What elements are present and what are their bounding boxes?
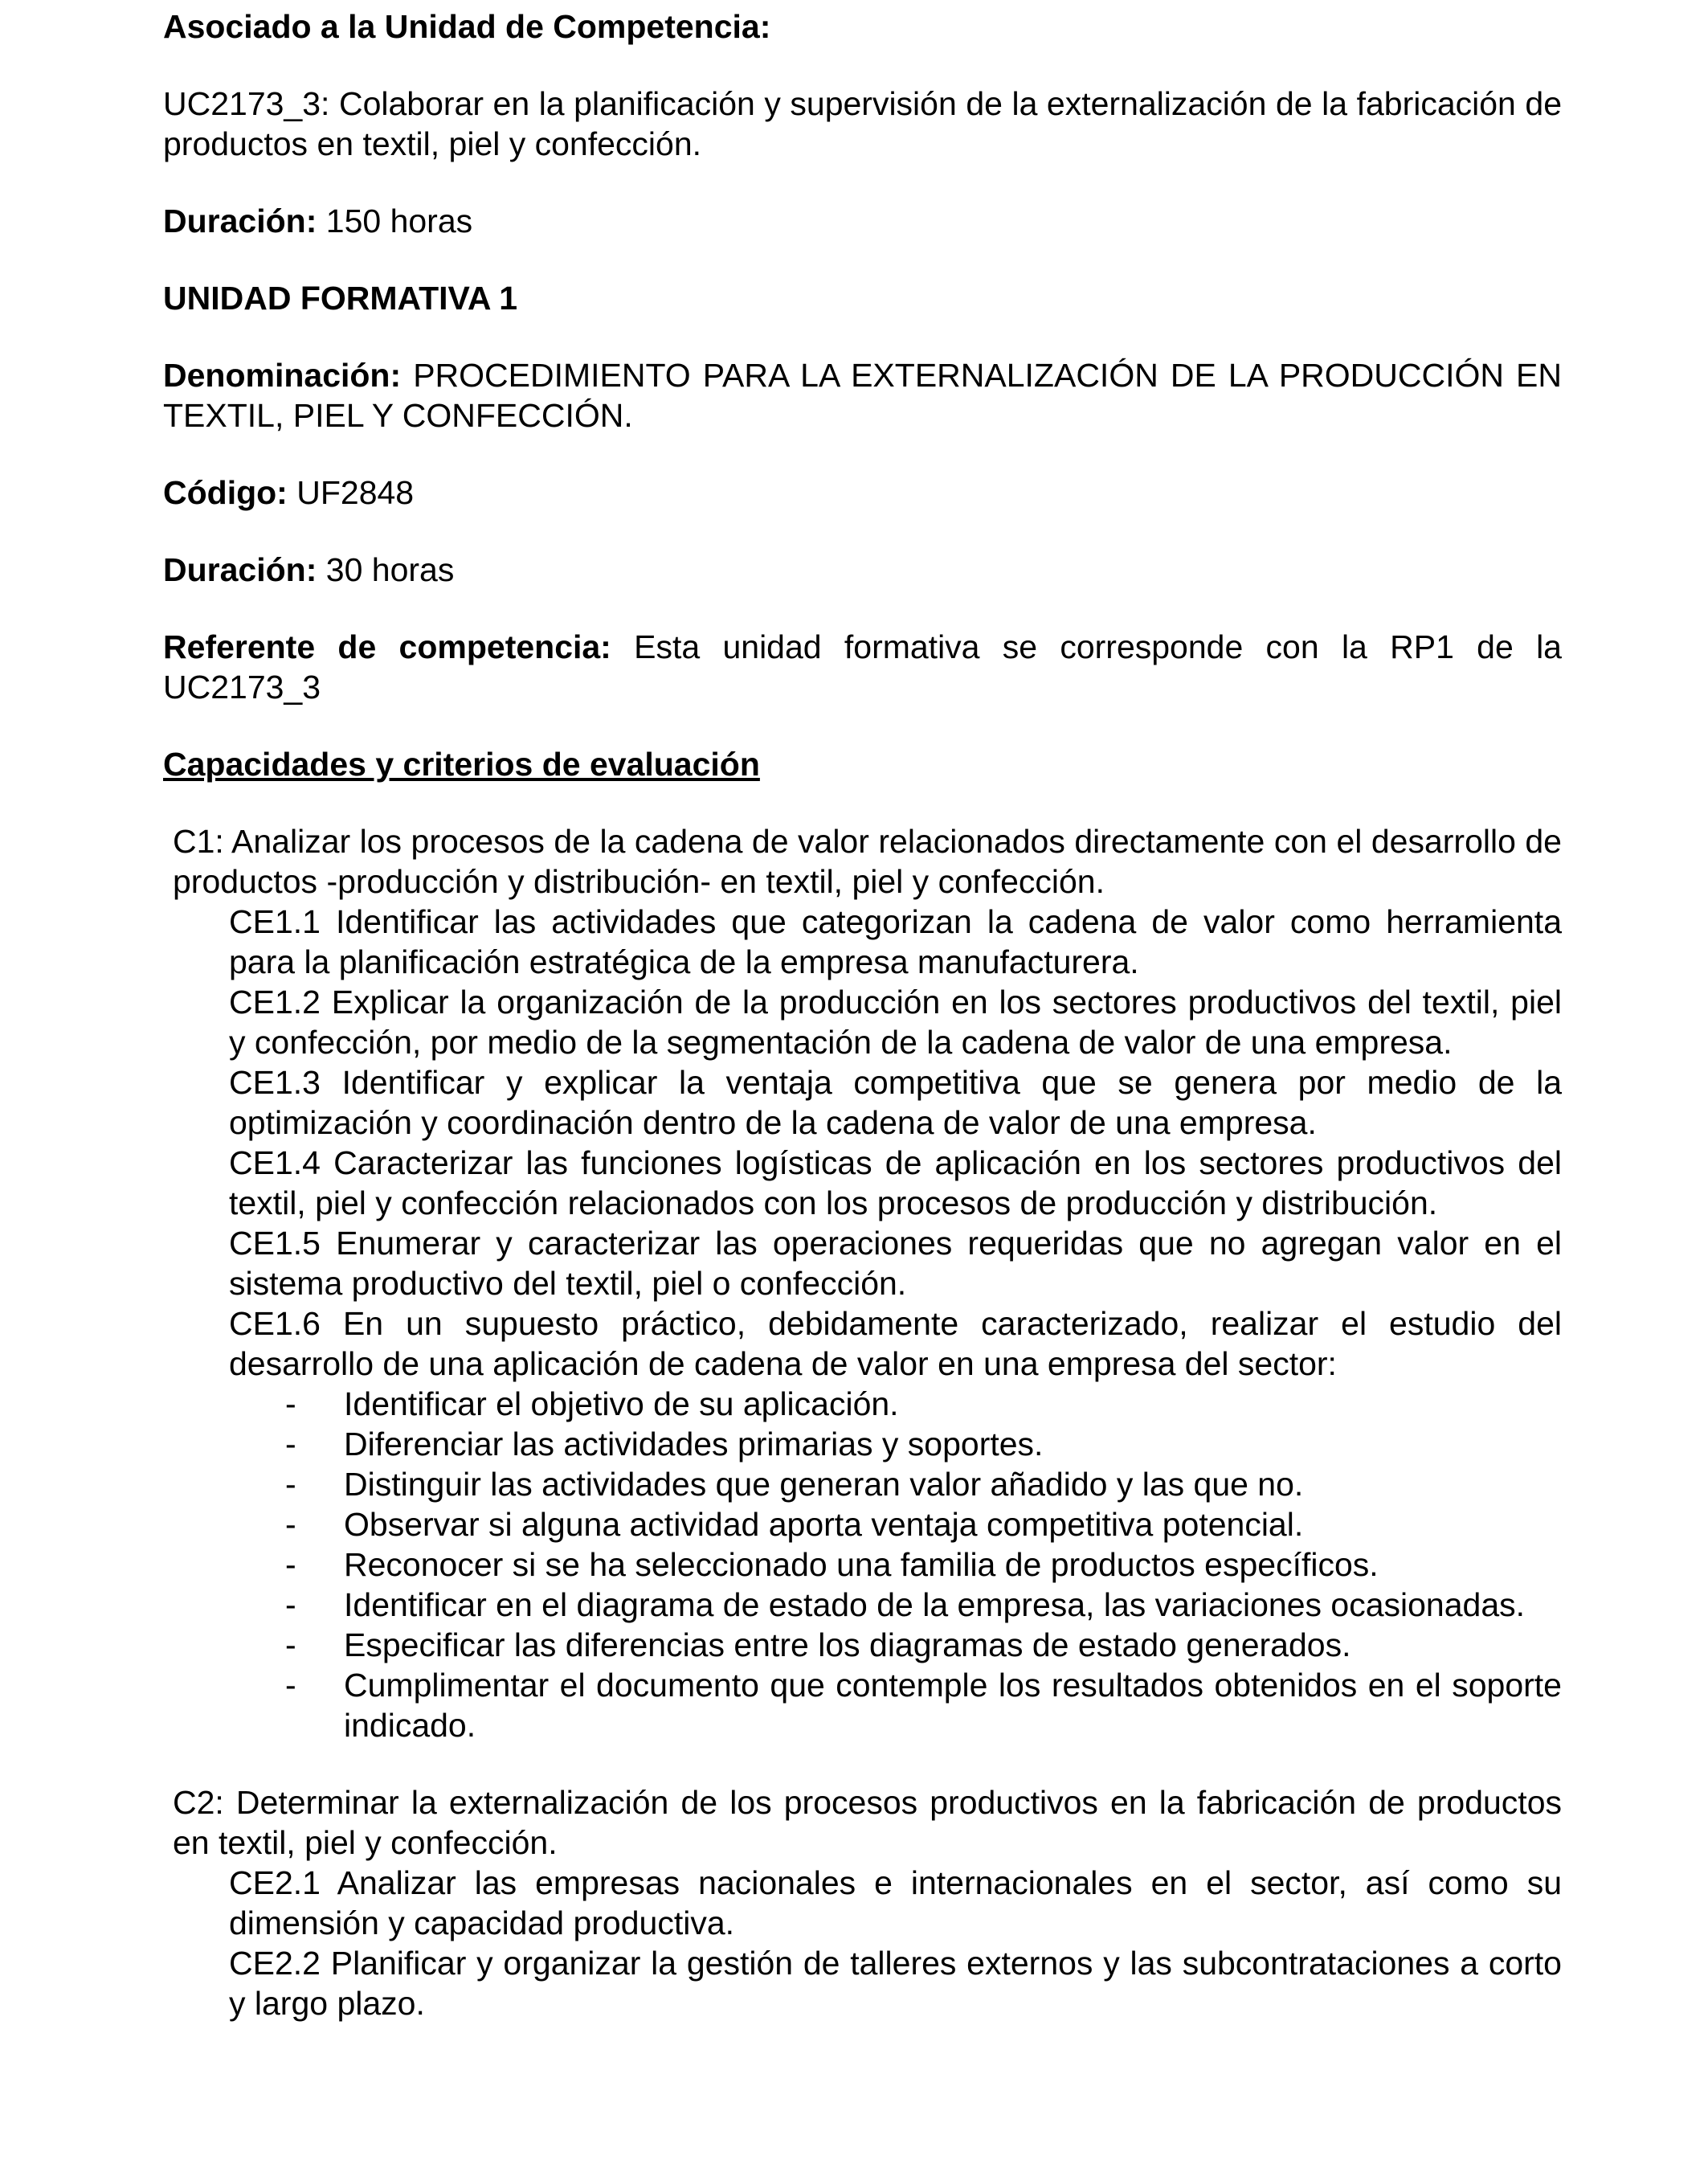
criterion-ce1-2: CE1.2 Explicar la organización de la producción en los sectores productivos del textil, piel y confección, por medio de la segmentación de la cadena de valor de una empresa. bbox=[229, 984, 1562, 1061]
bullet-dash: - bbox=[285, 1385, 296, 1422]
criterion-ce1-4: CE1.4 Caracterizar las funciones logísticas de aplicación en los sectores productivos del textil, piel y confección relacionados con los procesos de producción y distribución. bbox=[229, 1144, 1562, 1221]
total-duration-value: 150 horas bbox=[325, 202, 473, 239]
unit-title: UNIDAD FORMATIVA 1 bbox=[163, 280, 518, 317]
capacity-c2 bbox=[173, 1782, 1562, 2023]
bullet-dash: - bbox=[285, 1546, 296, 1583]
capacity-c1-text: C1: Analizar los procesos de la cadena de valor relacionados directamente con el desarrollo de productos -producción y distribución- en textil, piel y confección. bbox=[173, 823, 1562, 900]
bullet-dash: - bbox=[285, 1626, 296, 1663]
code-label: Código: bbox=[163, 474, 288, 511]
list-item: - Distinguir las actividades que generan valor añadido y las que no. bbox=[285, 1466, 1304, 1503]
bullet-dash: - bbox=[285, 1506, 296, 1543]
competence-reference-label: Referente de competencia: bbox=[163, 628, 611, 665]
competence-reference bbox=[163, 627, 1562, 707]
capacity-c1 bbox=[173, 821, 1562, 1745]
bullet-dash: - bbox=[285, 1466, 296, 1503]
list-item: - Diferenciar las actividades primarias y soportes. bbox=[285, 1426, 1044, 1462]
list-item: - Cumplimentar el documento que contemple los resultados obtenidos en el soporte indicado. bbox=[285, 1667, 1562, 1744]
unit-duration bbox=[163, 550, 1562, 590]
unit-duration-value: 30 horas bbox=[325, 551, 455, 588]
list-item: - Identificar el objetivo de su aplicación. bbox=[285, 1385, 899, 1422]
list-item: - Identificar en el diagrama de estado de la empresa, las variaciones ocasionadas. bbox=[285, 1586, 1526, 1623]
total-duration bbox=[163, 201, 1562, 241]
capacity-c2-text: C2: Determinar la externalización de los procesos productivos en la fabricación de productos en textil, piel y confección. bbox=[173, 1784, 1562, 1861]
criterion-ce1-6: CE1.6 En un supuesto práctico, debidamente caracterizado, realizar el estudio del desarrollo de una aplicación de cadena de valor en una empresa del sector: bbox=[229, 1305, 1562, 1382]
capacity-c2-criteria bbox=[229, 1863, 1562, 2023]
capacities-heading: Capacidades y criterios de evaluación bbox=[163, 746, 760, 783]
criterion-ce1-5: CE1.5 Enumerar y caracterizar las operaciones requeridas que no agregan valor en el sistema productivo del textil, piel o confección. bbox=[229, 1225, 1562, 1302]
criterion-ce2-2: CE2.2 Planificar y organizar la gestión de talleres externos y las subcontrataciones a corto y largo plazo. bbox=[229, 1945, 1562, 2022]
list-item: - Especificar las diferencias entre los diagramas de estado generados. bbox=[285, 1626, 1351, 1663]
bullet-dash: - bbox=[285, 1426, 296, 1462]
code-value: UF2848 bbox=[296, 474, 415, 511]
bullet-dash: - bbox=[285, 1586, 296, 1623]
criterion-ce2-1: CE2.1 Analizar las empresas nacionales e internacionales en el sector, así como su dimensión y capacidad productiva. bbox=[229, 1864, 1562, 1941]
associated-unit-label: Asociado a la Unidad de Competencia: bbox=[163, 8, 771, 45]
criterion-ce1-3: CE1.3 Identificar y explicar la ventaja competitiva que se genera por medio de la optimización y coordinación dentro de la cadena de valor de una empresa. bbox=[229, 1064, 1562, 1141]
list-item: - Reconocer si se ha seleccionado una familia de productos específicos. bbox=[285, 1546, 1379, 1583]
list-item: - Observar si alguna actividad aporta ventaja competitiva potencial. bbox=[285, 1506, 1304, 1543]
bullet-dash: - bbox=[285, 1667, 296, 1704]
competence-reference-value: Esta unidad formativa se corresponde con la RP1 de la UC2173_3 bbox=[163, 628, 1562, 706]
section-spacer bbox=[163, 1745, 1562, 1782]
denomination bbox=[163, 355, 1562, 436]
denomination-value: PROCEDIMIENTO PARA LA EXTERNALIZACIÓN DE LA PRODUCCIÓN EN TEXTIL, PIEL Y CONFECCIÓN. bbox=[163, 357, 1562, 434]
ce1-6-bullet-list bbox=[173, 1384, 1562, 1745]
code bbox=[163, 472, 1562, 513]
competence-unit-text: UC2173_3: Colaborar en la planificación y supervisión de la externalización de la fabricación de productos en textil, piel y confección. bbox=[163, 85, 1562, 162]
unit-duration-label: Duración: bbox=[163, 551, 317, 588]
capacity-c1-criteria bbox=[229, 902, 1562, 1384]
total-duration-label: Duración: bbox=[163, 202, 317, 239]
document-page bbox=[163, 6, 1562, 2023]
denomination-label: Denominación: bbox=[163, 357, 402, 394]
criterion-ce1-1: CE1.1 Identificar las actividades que categorizan la cadena de valor como herramienta para la planificación estratégica de la empresa manufacturera. bbox=[229, 903, 1562, 980]
